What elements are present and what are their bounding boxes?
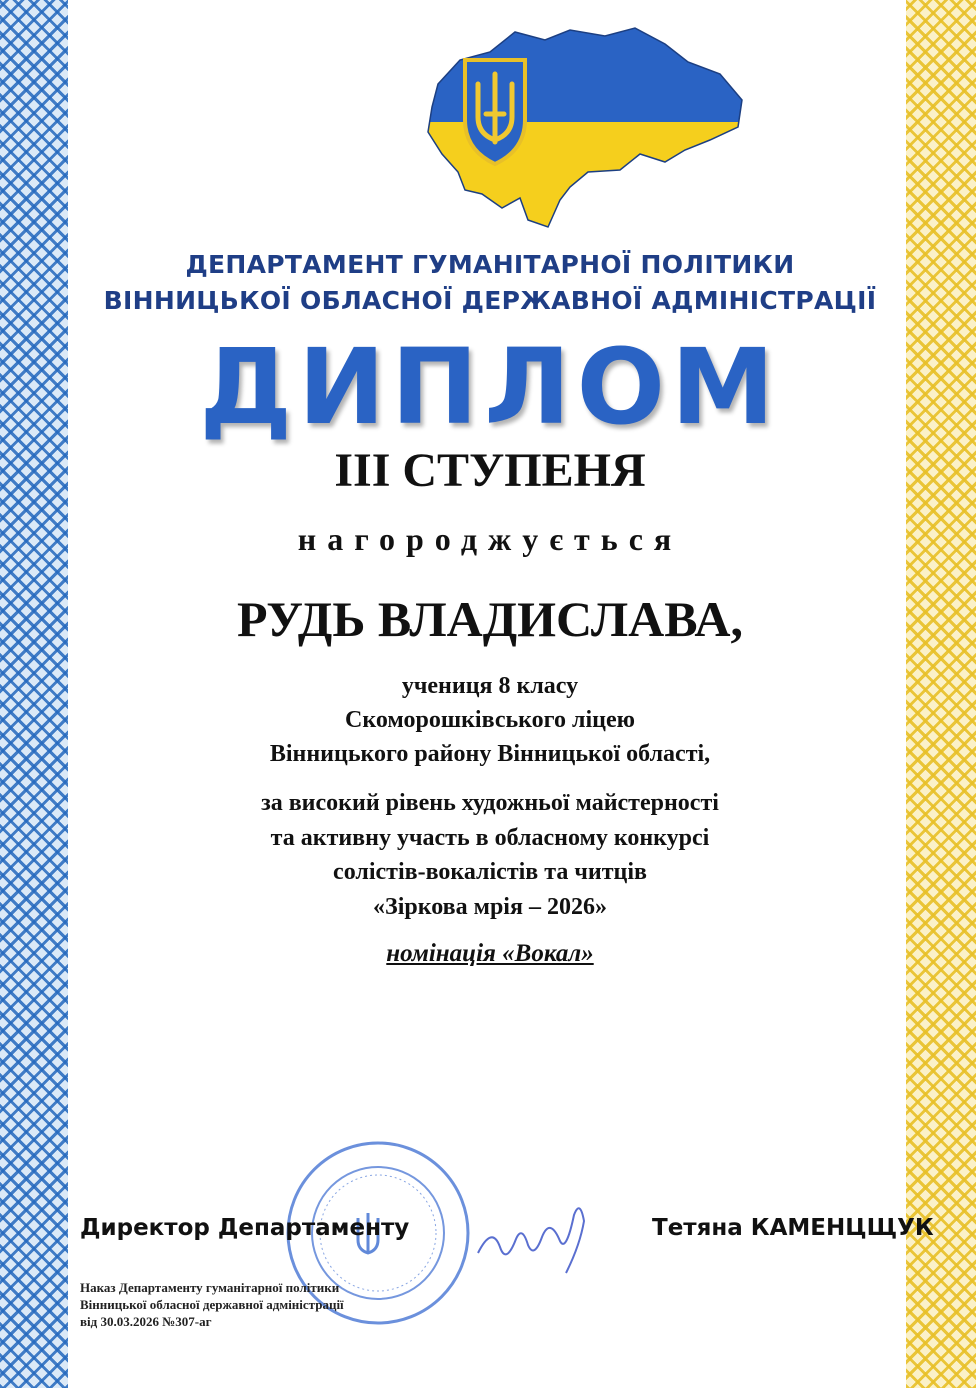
- detail-line: учениця 8 класу: [401, 673, 579, 699]
- department-title-line1: ДЕПАРТАМЕНТ ГУМАНІТАРНОЇ ПОЛІТИКИ: [185, 250, 795, 279]
- trident-shield-icon: [465, 60, 525, 164]
- detail-line: Вінницького району Вінницької області,: [269, 741, 711, 767]
- signer-name: Тетяна КАМЕНЦЩУК: [652, 1215, 934, 1241]
- nomination: номінація «Вокал»: [386, 940, 594, 967]
- order-line: Вінницької обласної державної адміністрації: [80, 1297, 344, 1312]
- diploma-title: ДИПЛОМ: [199, 326, 781, 448]
- recipient-name: РУДЬ ВЛАДИСЛАВА,: [236, 591, 744, 647]
- order-line: від 30.03.2026 №307-аг: [80, 1314, 212, 1329]
- department-title-line2: ВІННИЦЬКОЇ ОБЛАСНОЇ ДЕРЖАВНОЇ АДМІНІСТРАЦІЇ: [103, 286, 877, 315]
- reason-line: та активну участь в обласному конкурсі: [270, 825, 710, 851]
- detail-line: Скоморошківського ліцею: [345, 707, 635, 733]
- right-ornament-border: [906, 0, 976, 1388]
- reason-line: «Зіркова мрія – 2026»: [373, 894, 607, 920]
- reason-line: за високий рівень художньої майстерності: [261, 790, 719, 816]
- order-line: Наказ Департаменту гуманітарної політики: [80, 1280, 340, 1295]
- signature-icon: [470, 1195, 600, 1285]
- director-position: Директор Департаменту: [80, 1215, 410, 1241]
- reason-line: солістів-вокалістів та читців: [333, 859, 647, 885]
- left-ornament-border: [0, 0, 68, 1388]
- awarded-text: нагороджується: [297, 521, 683, 557]
- ukraine-map-icon: [420, 22, 750, 232]
- diploma-degree: ІІІ СТУПЕНЯ: [334, 444, 646, 497]
